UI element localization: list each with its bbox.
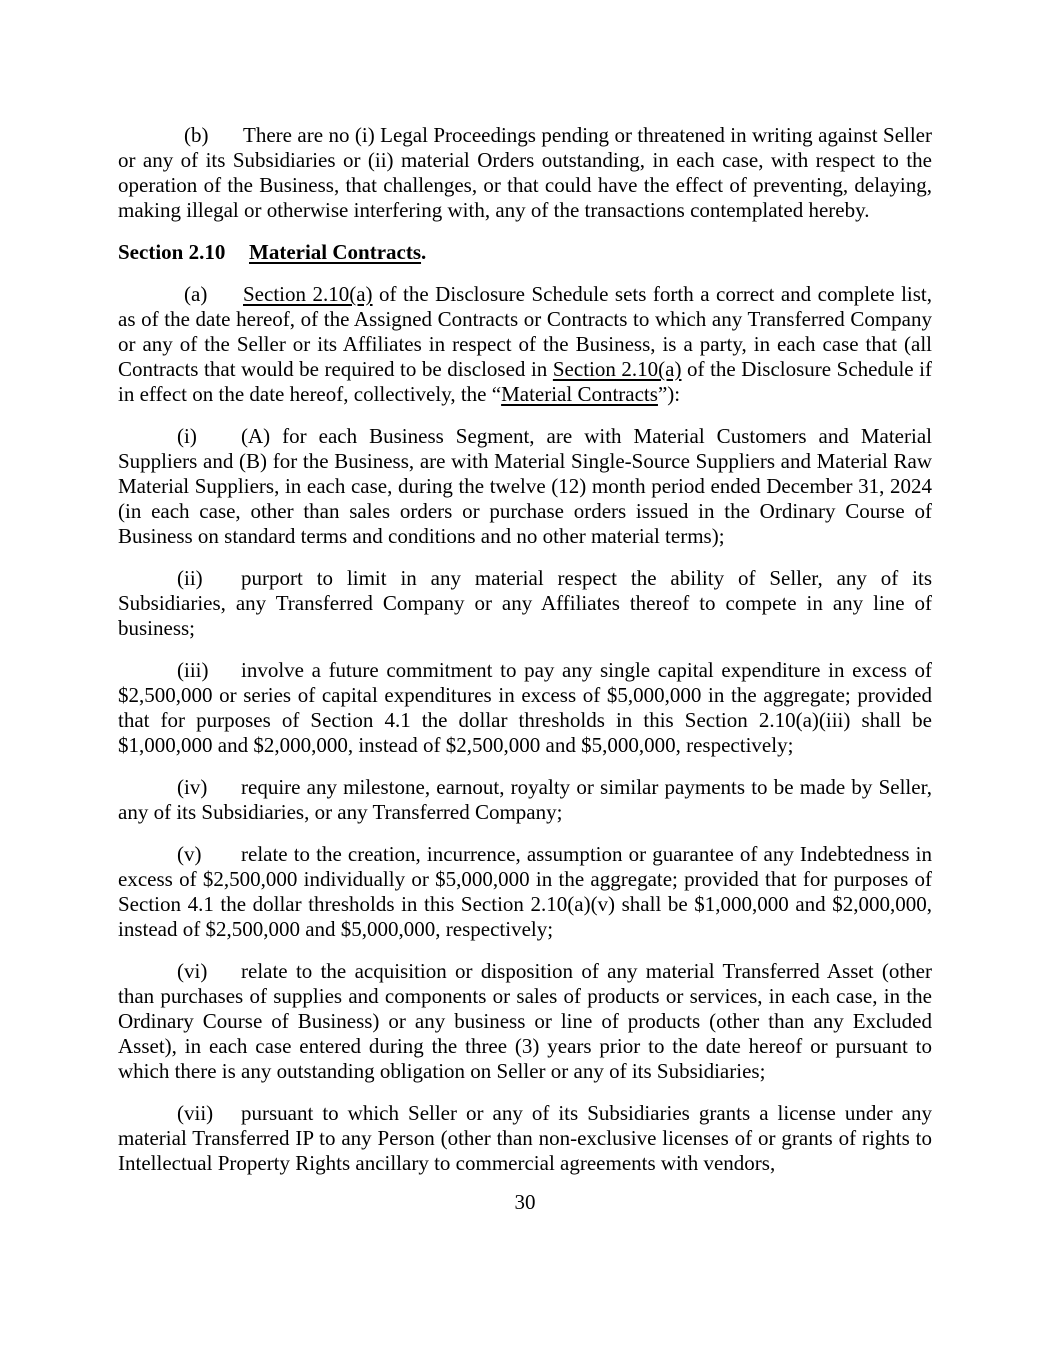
document-body <box>118 123 932 1215</box>
list-item-i <box>118 424 932 549</box>
paragraph-b <box>118 123 932 223</box>
underlined-reference: Section 2.10(a) <box>552 357 682 381</box>
list-label: (vii) <box>177 1101 214 1125</box>
underlined-reference: Material Contracts <box>501 382 658 406</box>
list-label: (ii) <box>177 566 203 590</box>
text-run: of the Disclosure Schedule if in effect on the date hereof, collectively, the “ <box>118 357 933 406</box>
text-run: . <box>421 240 427 264</box>
list-item-vii <box>118 1101 932 1176</box>
underlined-reference: Section 2.10(a) <box>243 282 373 306</box>
list-label: (vi) <box>177 959 208 983</box>
list-label: (b) <box>184 123 209 147</box>
text-run: purport to limit in any material respect the ability of Seller, any of its Subsidiaries, any Transferred Company or any Affiliates thereof to compete in any line of business; <box>118 566 932 640</box>
list-label: (iv) <box>177 775 208 799</box>
list-item-v <box>118 842 932 942</box>
list-item-iii <box>118 658 932 758</box>
list-label: (a) <box>184 282 208 306</box>
text-run: of the Disclosure Schedule sets forth a correct and complete list, as of the date hereof, of the Assigned Contracts or Contracts to which any Transferred Company or any of the Seller or its Affiliates in respect of the Business, is a party, in each case that (all Contracts that would be required to be disclosed in <box>118 282 933 381</box>
text-run: involve a future commitment to pay any single capital expenditure in excess of $2,500,000 or series of capital expenditures in excess of $5,000,000 in the aggregate; provided that for purposes of Section 4.1 the dollar thresholds in this Section 2.10(a)(iii) shall be $1,000,000 and $2,000,000, instead of $2,500,000 and $5,000,000, respectively; <box>118 658 932 757</box>
paragraph-a <box>118 282 932 407</box>
list-label: (v) <box>177 842 202 866</box>
section-2-10-heading <box>118 240 932 265</box>
list-label: (iii) <box>177 658 209 682</box>
list-item-ii <box>118 566 932 641</box>
underlined-reference: Material Contracts <box>249 240 422 264</box>
text-run: (A) for each Business Segment, are with Material Customers and Material Suppliers and (B) for the Business, are with Material Single-Source Suppliers and Material Raw Material Suppliers, in each case, during the twelve (12) month period ended December 31, 2024 (in each case, other than sales orders or purchase orders issued in the Ordinary Course of Business on standard terms and conditions and no other material terms); <box>118 424 932 548</box>
list-label: (i) <box>177 424 197 448</box>
text-run: require any milestone, earnout, royalty or similar payments to be made by Seller, any of its Subsidiaries, or any Transferred Company; <box>118 775 932 824</box>
text-run: relate to the acquisition or disposition of any material Transferred Asset (other than purchases of supplies and components or sales of products or services, in each case, in the Ordinary Course of Business) or any business or line of products (other than any Excluded Asset), in each case entered during the three (3) years prior to the date hereof or pursuant to which there is any outstanding obligation on Seller or any of its Subsidiaries; <box>118 959 932 1083</box>
text-run: There are no (i) Legal Proceedings pending or threatened in writing against Seller or any of its Subsidiaries or (ii) material Orders outstanding, in each case, with respect to the operation of the Business, that challenges, or that could have the effect of preventing, delaying, making illegal or otherwise interfering with, any of the transactions contemplated hereby. <box>118 123 932 222</box>
text-run: ”): <box>657 382 681 406</box>
list-label: Section 2.10 <box>118 240 226 264</box>
list-item-iv <box>118 775 932 825</box>
text-run: pursuant to which Seller or any of its Subsidiaries grants a license under any material Transferred IP to any Person (other than non-exclusive licenses of or grants of rights to Intellectual Property Rights ancillary to commercial agreements with vendors, <box>118 1101 932 1175</box>
list-item-vi <box>118 959 932 1084</box>
page-number: 30 <box>514 1190 536 1214</box>
text-run: relate to the creation, incurrence, assumption or guarantee of any Indebtedness in excess of $2,500,000 individually or $5,000,000 in the aggregate; provided that for purposes of Section 4.1 the dollar thresholds in this Section 2.10(a)(v) shall be $1,000,000 and $2,000,000, instead of $2,500,000 and $5,000,000, respectively; <box>118 842 932 941</box>
